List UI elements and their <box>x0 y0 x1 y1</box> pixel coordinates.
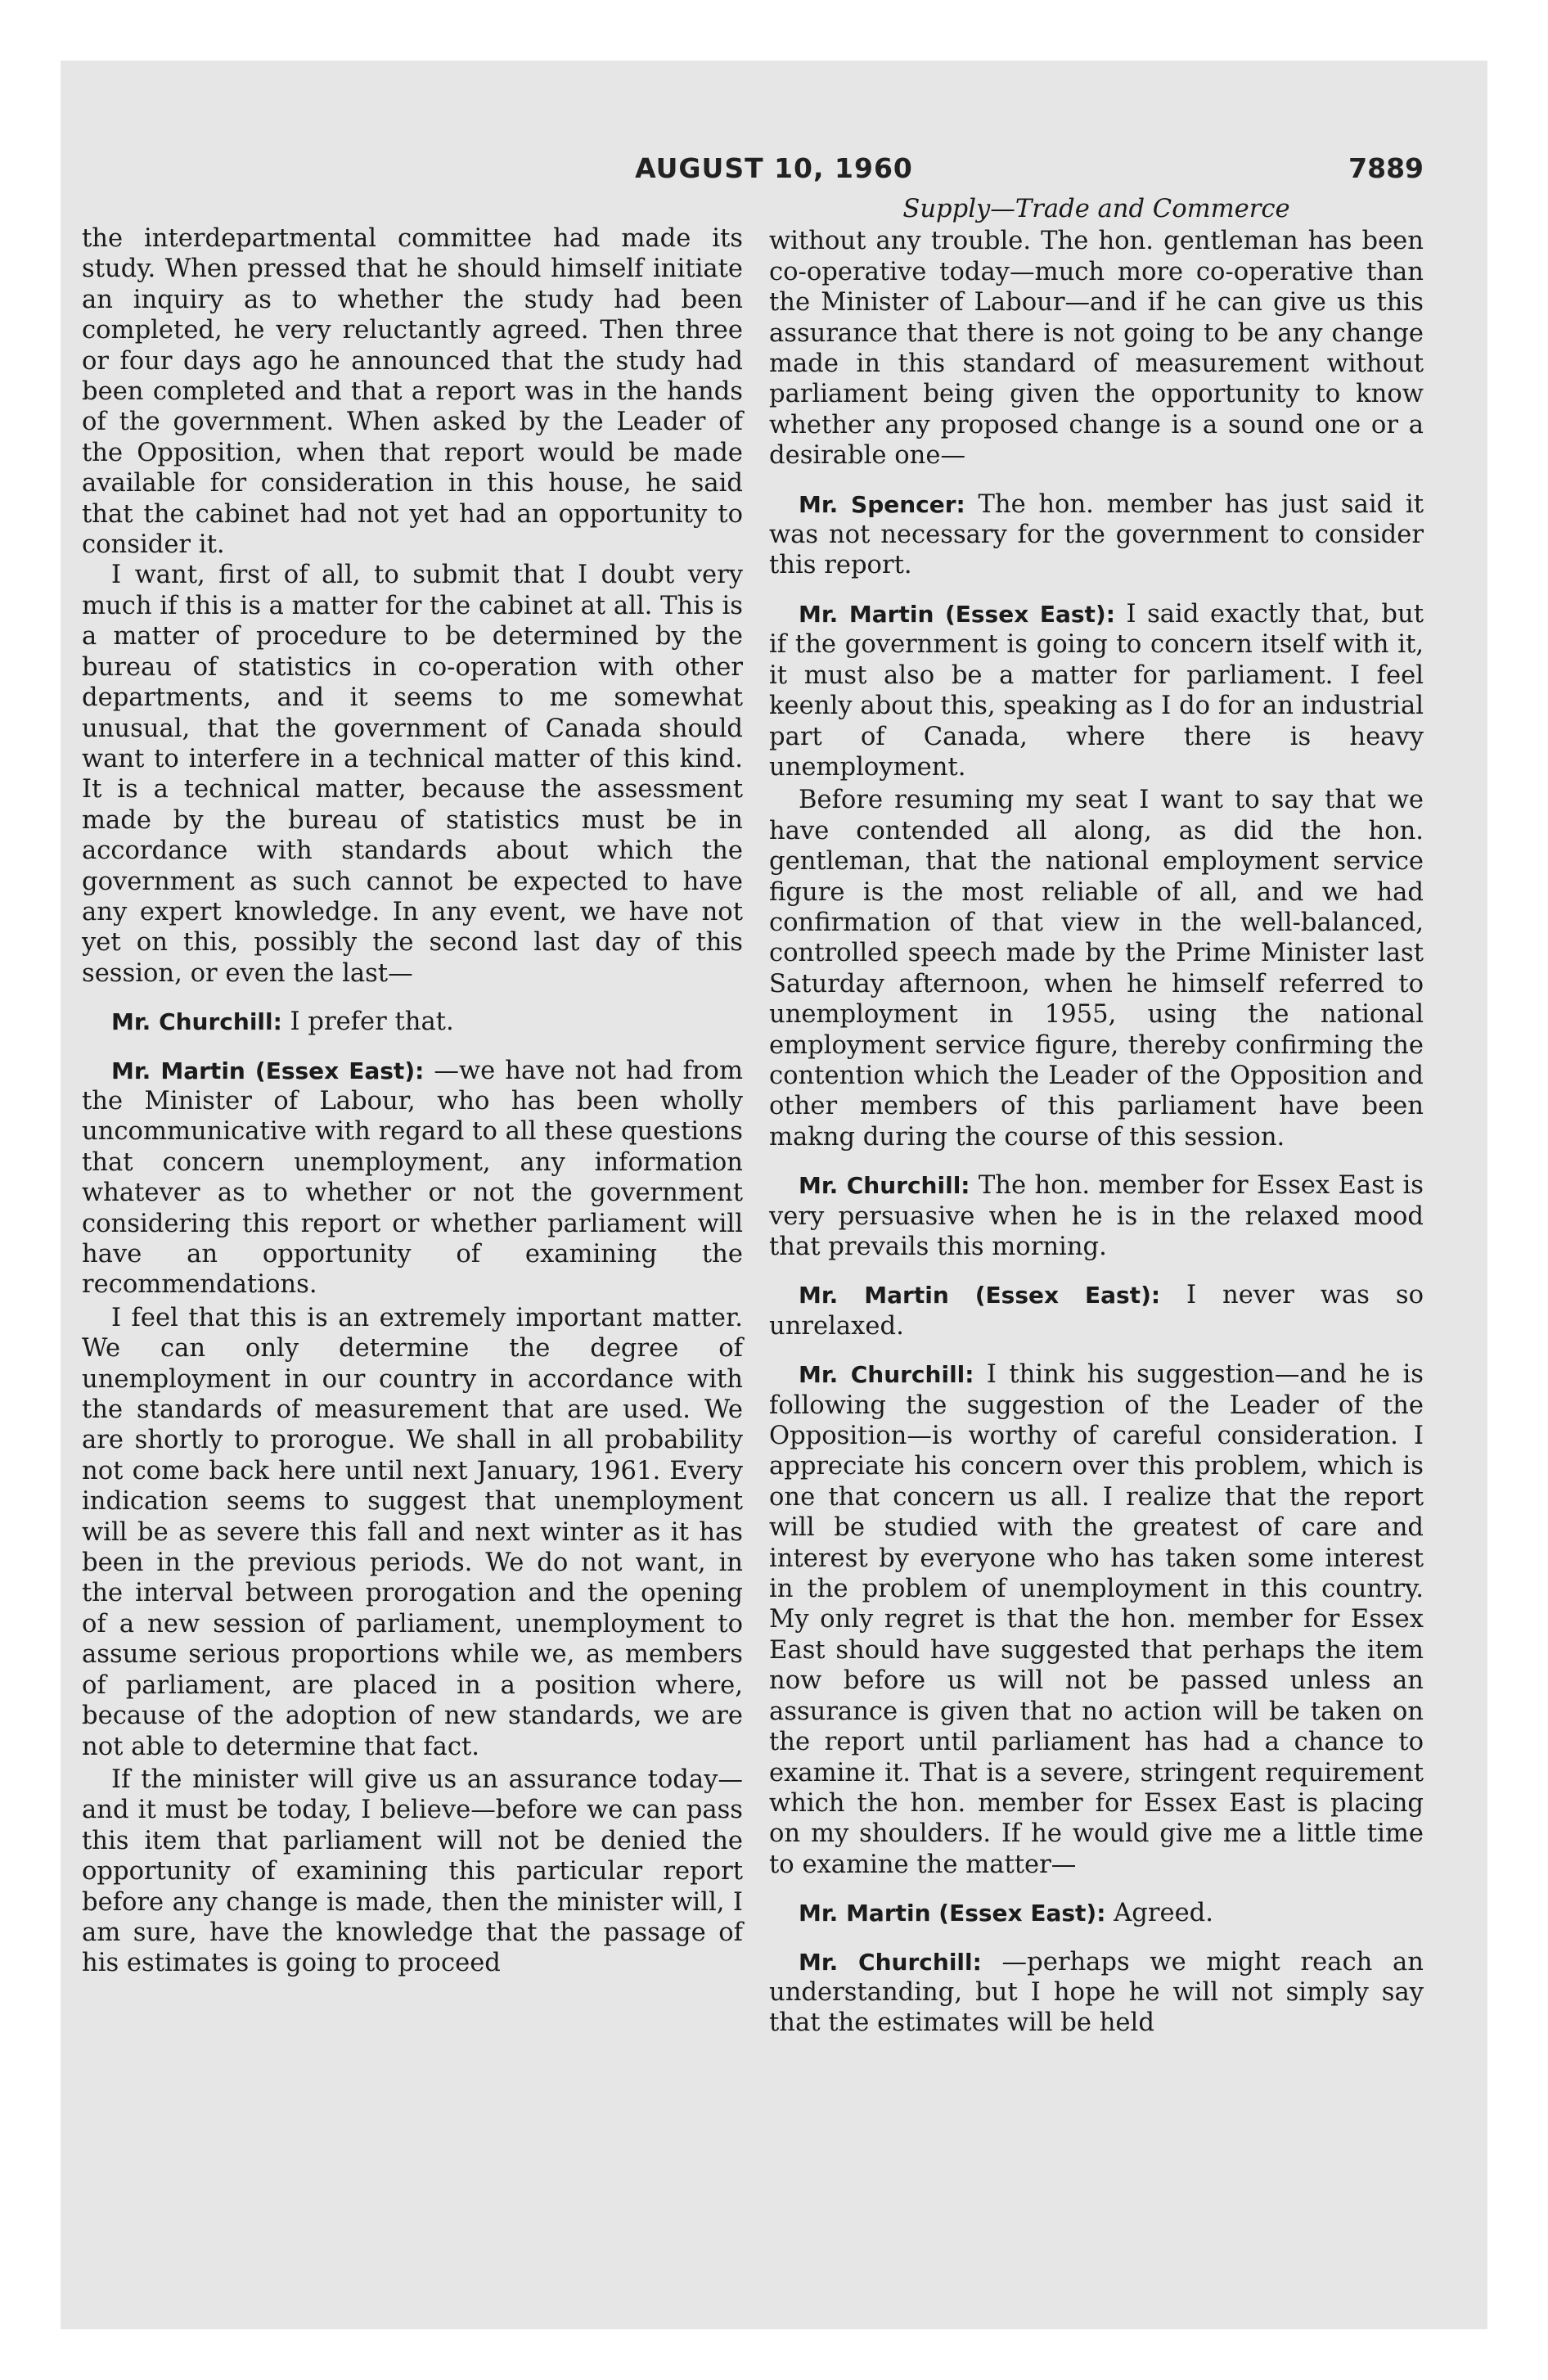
speech-paragraph: Mr. Martin (Essex East): Agreed. <box>799 1899 1213 1928</box>
speech-paragraph: Mr. Spencer: The hon. member has just said it was not necessary for the government to consider this report. <box>769 489 1424 580</box>
paragraph: the interdepartmental committee had made its study. When pressed that he should himself initiate an inquiry as to whether the study had been completed, he very reluctantly agreed. Then three or four days ago he announced that the study had been completed and that a report was in the hands of the government. When asked by the Leader of the Opposition, when that report would be made available for consideration in this house, he said that the cabinet had not yet had an opportunity to consider it. <box>82 224 743 560</box>
speaker-name: Mr. Churchill: <box>799 1361 974 1389</box>
speech-paragraph: Mr. Churchill: The hon. member for Essex East is very persuasive when he is in the relaxed mood that prevails this morning. <box>769 1171 1424 1261</box>
speech-paragraph: Mr. Martin (Essex East): I never was so unrelaxed. <box>769 1281 1424 1341</box>
paragraph: without any trouble. The hon. gentleman has been co-operative today—much more co-operative than the Minister of Labour—and if he can give us this assurance that there is not going to be any change made in this standard of measurement without parliament being given the opportunity to know whether any proposed change is a sound one or a desirable one— <box>769 227 1424 471</box>
speaker-name: Mr. Martin (Essex East): <box>799 600 1115 628</box>
speech-paragraph: Mr. Churchill: I prefer that. <box>111 1007 454 1037</box>
speech-paragraph: Mr. Churchill: —perhaps we might reach an understanding, but I hope he will not simply say that the estimates will be held <box>769 1947 1424 2038</box>
speaker-name: Mr. Spencer: <box>799 490 965 518</box>
speech-paragraph: Mr. Martin (Essex East): —we have not had from the Minister of Labour, who has been wholly uncommunicative with regard to all these questions that concern unemployment, any information whatever as to whether or not the government considering this report or whether parliament will have an opportunity of examining the recommendations. <box>82 1056 743 1300</box>
left-column <box>82 223 743 1979</box>
paragraph: I feel that this is an extremely important matter. We can only determine the degree of unemployment in our country in accordance with the standards of measurement that are used. We are shortly to prorogue. We shall in all probability not come back here until next January, 1961. Every indication seems to suggest that unemployment will be as severe this fall and next winter as it has been in the previous periods. We do not want, in the interval between prorogation and the opening of a new session of parliament, unemployment to assume serious proportions while we, as members of parliament, are placed in a position where, because of the adoption of new standards, we are not able to determine that fact. <box>82 1303 743 1761</box>
section-subhead: Supply—Trade and Commerce <box>902 195 1290 223</box>
speech-paragraph: Mr. Martin (Essex East): I said exactly that, but if the government is going to concern itself with it, it must also be a matter for parliament. I feel keenly about this, speaking as I do for an industrial part of Canada, where there is heavy unemployment. <box>769 599 1424 782</box>
header-date: AUGUST 10, 1960 <box>635 152 913 184</box>
speaker-name: Mr. Churchill: <box>799 1172 970 1200</box>
page-number: 7889 <box>1348 152 1424 184</box>
paragraph: Before resuming my seat I want to say that we have contended all along, as did the hon. gentleman, that the national employment service figure is the most reliable of all, and we had confirmation of that view in the well-balanced, controlled speech made by the Prime Minister last Saturday afternoon, when he himself referred to unemployment in 1955, using the national employment service figure, thereby confirming the contention which the Leader of the Opposition and other members of this parliament have been makng during the course of this session. <box>769 786 1424 1152</box>
paragraph: If the minister will give us an assurance today—and it must be today, I believe—before we can pass this item that parliament will not be denied the opportunity of examining this particular report before any change is made, then the minister will, I am sure, have the knowledge that the passage of his estimates is going to proceed <box>82 1765 743 1978</box>
speaker-name: Mr. Churchill: <box>799 1948 982 1976</box>
speaker-name: Mr. Martin (Essex East): <box>111 1057 425 1084</box>
right-column <box>769 194 1424 2039</box>
speaker-name: Mr. Martin (Essex East): <box>799 1900 1106 1927</box>
speaker-name: Mr. Churchill: <box>111 1008 282 1036</box>
speech-paragraph: Mr. Churchill: I think his suggestion—and he is following the suggestion of the Leader of the Opposition—is worthy of careful consideration. I appreciate his concern over this problem, which is one that concern us all. I realize that the report will be studied with the greatest of care and interest by everyone who has taken some interest in the problem of unemployment in this country. My only regret is that the hon. member for Essex East should have suggested that perhaps the item now before us will not be passed unless an assurance is given that no action will be taken on the report until parliament has had a chance to examine it. That is a severe, stringent requirement which the hon. member for Essex East is placing on my shoulders. If he would give me a little time to examine the matter— <box>769 1360 1424 1879</box>
paragraph: I want, first of all, to submit that I doubt very much if this is a matter for the cabinet at all. This is a matter of procedure to be determined by the bureau of statistics in co-operation with other departments, and it seems to me somewhat unusual, that the government of Canada should want to interfere in a technical matter of this kind. It is a technical matter, because the assessment made by the bureau of statistics must be in accordance with standards about which the government as such cannot be expected to have any expert knowledge. In any event, we have not yet on this, possibly the second last day of this session, or even the last— <box>82 561 743 988</box>
speaker-name: Mr. Martin (Essex East): <box>799 1282 1161 1309</box>
